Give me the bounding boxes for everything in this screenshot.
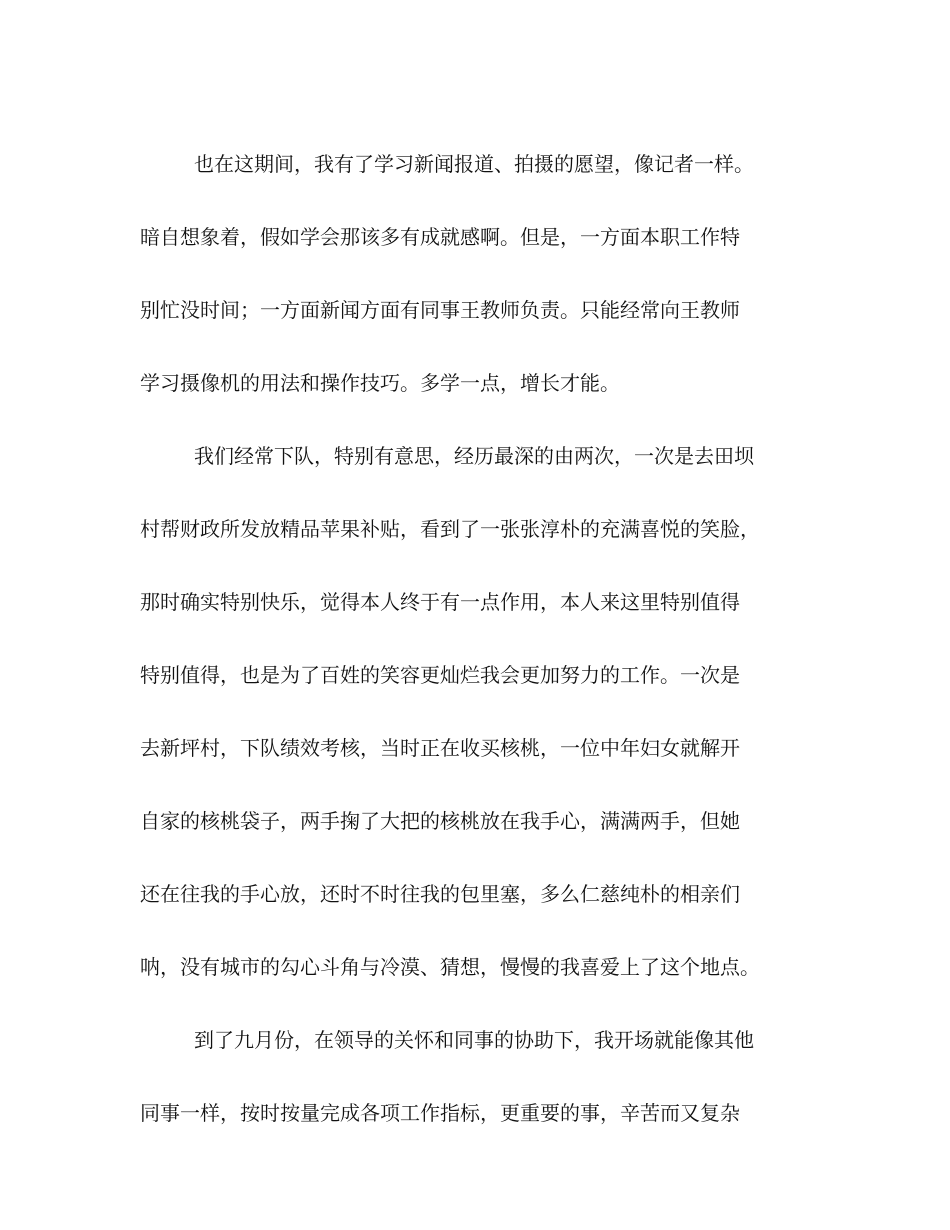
text-line-7: 那时确实特别快乐，觉得本人终于有一点作用，本人来这里特别值得 — [140, 590, 740, 614]
text-line-1: 也在这期间，我有了学习新闻报道、拍摄的愿望，像记者一样。 — [194, 152, 754, 176]
text-line-10: 自家的核桃袋子，两手掬了大把的核桃放在我手心，满满两手，但她 — [140, 809, 740, 833]
text-line-9: 去新坪村，下队绩效考核，当时正在收买核桃，一位中年妇女就解开 — [140, 736, 740, 760]
text-line-3: 别忙没时间；一方面新闻方面有同事王教师负责。只能经常向王教师 — [140, 298, 740, 322]
text-line-14: 同事一样，按时按量完成各项工作指标，更重要的事，辛苦而又复杂 — [140, 1101, 740, 1125]
text-line-2: 暗自想象着，假如学会那该多有成就感啊。但是，一方面本职工作特 — [140, 225, 740, 249]
text-line-6: 村帮财政所发放精品苹果补贴，看到了一张张淳朴的充满喜悦的笑脸， — [140, 517, 760, 541]
text-line-5: 我们经常下队，特别有意思，经历最深的由两次，一次是去田坝 — [194, 444, 754, 468]
text-line-11: 还在往我的手心放，还时不时往我的包里塞，多么仁慈纯朴的相亲们 — [140, 882, 740, 906]
text-line-4: 学习摄像机的用法和操作技巧。多学一点，增长才能。 — [140, 371, 620, 395]
text-line-8: 特别值得，也是为了百姓的笑容更灿烂我会更加努力的工作。一次是 — [140, 663, 740, 687]
text-line-12: 呐，没有城市的勾心斗角与冷漠、猜想，慢慢的我喜爱上了这个地点。 — [140, 955, 760, 979]
body-text — [140, 128, 810, 1150]
text-line-13: 到了九月份，在领导的关怀和同事的协助下，我开场就能像其他 — [194, 1028, 754, 1052]
